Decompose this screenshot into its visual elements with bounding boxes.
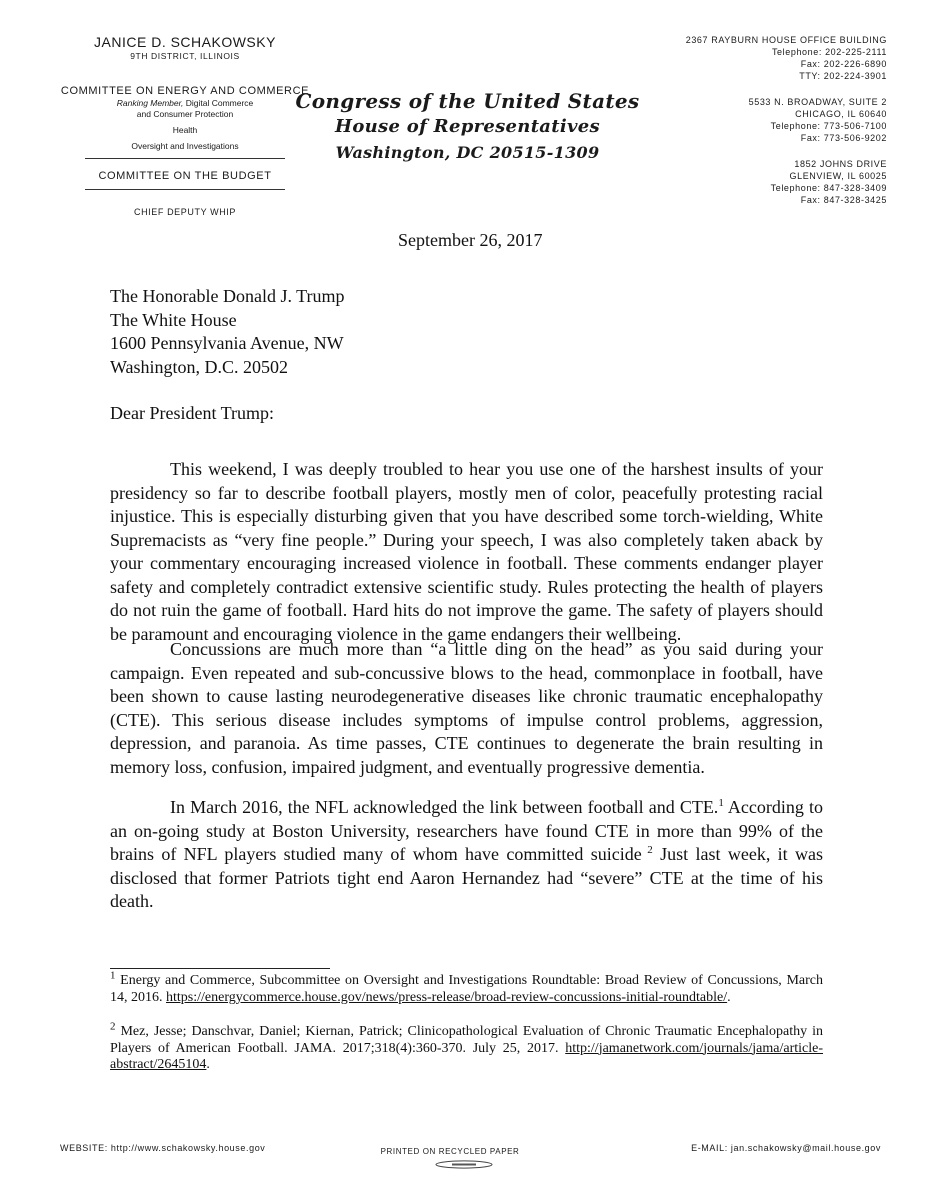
recipient-street: 1600 Pennsylvania Avenue, NW [110,333,344,353]
letterhead-right [657,34,887,220]
office-glenview-city: GLENVIEW, IL 60025 [789,171,887,181]
recipient-name: The Honorable Donald J. Trump [110,286,345,306]
footer-email: E-MAIL: jan.schakowsky@mail.house.gov [691,1143,881,1153]
paragraph-3-part-2: According to an on-going study at Boston University, researchers have found CTE in more than 99% of the brains of NFL players studied many of whom have committed suicide [110,797,823,864]
office-glenview [657,158,887,206]
heading-washington: Washington, DC 20515-1309 [335,143,600,162]
member-district: 9TH DISTRICT, ILLINOIS [130,51,240,61]
paragraph-3-part-3: Just last week, it was disclosed that former Patriots tight end Aaron Hernandez had “severe” CTE at the time of his death. [110,844,824,911]
letterhead-divider [85,158,285,159]
chief-deputy-whip: CHIEF DEPUTY WHIP [133,207,237,217]
union-bug-icon [434,1160,494,1169]
footer-printed-recycled: PRINTED ON RECYCLED PAPER [380,1147,520,1156]
recipient-org: The White House [110,309,237,330]
footnote-2-text: Mez, Jesse; Danschvar, Daniel; Kiernan, Patrick; Clinicopathological Evaluation of Chronic Traumatic Encephalopathy in Players of American Football. JAMA. 2017;318(4):360-370. July 25, 2017. [110,1024,823,1056]
ranking-member-label: Ranking Member, [116,98,184,108]
footnote-2-link[interactable]: http://jamanetwork.com/journals/jama/article-abstract/2645104 [110,1040,823,1072]
recipient-city: Washington, D.C. 20502 [110,356,289,377]
member-name: JANICE D. SCHAKOWSKY [94,34,276,50]
heading-congress: Congress of the United States [295,89,640,113]
office-rayburn [657,34,887,82]
office-rayburn-fax: Fax: 202-226-6890 [800,59,887,69]
committee-energy-commerce: COMMITTEE ON ENERGY AND COMMERCE [60,85,310,97]
footnote-2-number: 2 [110,1020,116,1033]
letter-date: September 26, 2017 [398,230,543,250]
paragraph-3-part-1: In March 2016, the NFL acknowledged the link between football and CTE. [170,797,719,817]
salutation: Dear President Trump: [110,403,274,423]
office-glenview-fax: Fax: 847-328-3425 [800,195,887,205]
heading-house: House of Representatives [335,116,600,137]
footnote-2-end: . [206,1057,210,1072]
footnote-ref-1: 1 [718,797,724,809]
paragraph-1: This weekend, I was deeply troubled to hear you use one of the harshest insults of your presidency so far to describe football players, mostly men of color, peacefully protesting racial injustice. This is especially disturbing given that you have described some torch-wielding, White Supremacists as “very fine people.” During your speech, I was also completely taken aback by your commentary encouraging increased violence in football. These comments endanger player safety and completely contradict extensive scientific study. Rules protecting the health of players do not ruin the game of football. Hard hits do not improve the game. The safety of players should be paramount and encouraging violence in the game endangers their wellbeing. [110,459,823,644]
office-rayburn-phone: Telephone: 202-225-2111 [771,47,887,57]
letterhead-divider-2 [85,189,285,190]
footnote-ref-2: 2 [641,844,653,856]
paragraph-2: Concussions are much more than “a little ding on the head” as you said during your campaign. Even repeated and sub-concussive blows to the head, commonplace in football, have been shown to cause lasting neurodegenerative diseases like chronic traumatic encephalopathy (CTE). This serious disease includes symptoms of impulse control problems, aggression, depression, and paranoia. As time passes, CTE continues to degenerate the brain resulting in memory loss, confusion, impaired judgment, and eventually progressive dementia. [110,639,823,777]
office-glenview-phone: Telephone: 847-328-3409 [770,183,887,193]
footer-website: WEBSITE: http://www.schakowsky.house.gov [60,1143,266,1153]
paragraph-3 [110,796,823,914]
office-glenview-address: 1852 JOHNS DRIVE [794,159,887,169]
subcommittee-oversight: Oversight and Investigations [131,141,239,151]
letterhead-left [60,34,310,218]
subcommittee-consumer-protection: and Consumer Protection [136,109,234,119]
footnote-1-end: . [727,989,731,1005]
office-chicago-address: 5533 N. BROADWAY, SUITE 2 [748,97,887,107]
office-chicago-phone: Telephone: 773-506-7100 [770,121,887,131]
letterhead-heading [295,88,640,166]
office-rayburn-address: 2367 RAYBURN HOUSE OFFICE BUILDING [685,35,887,45]
office-chicago [657,96,887,144]
footnote-separator [110,968,330,969]
footnote-1 [110,969,823,1006]
office-rayburn-tty: TTY: 202-224-3901 [799,71,887,81]
footnote-1-link[interactable]: https://energycommerce.house.gov/news/press-release/broad-review-concussions-initial-roundtable/ [166,989,728,1005]
subcommittee-health: Health [172,125,198,135]
recipient-address [110,285,610,379]
footnote-1-number: 1 [110,969,116,982]
committee-budget: COMMITTEE ON THE BUDGET [98,170,272,182]
footnote-2 [110,1020,823,1074]
office-chicago-fax: Fax: 773-506-9202 [800,133,887,143]
footnote-1-text: Energy and Commerce, Subcommittee on Oversight and Investigations Roundtable: Broad Review of Concussions, March 14, 2016. [110,973,823,1005]
office-chicago-city: CHICAGO, IL 60640 [795,109,887,119]
subcommittee-digital-commerce: Digital Commerce [183,98,254,108]
ranking-member-role [60,98,310,109]
